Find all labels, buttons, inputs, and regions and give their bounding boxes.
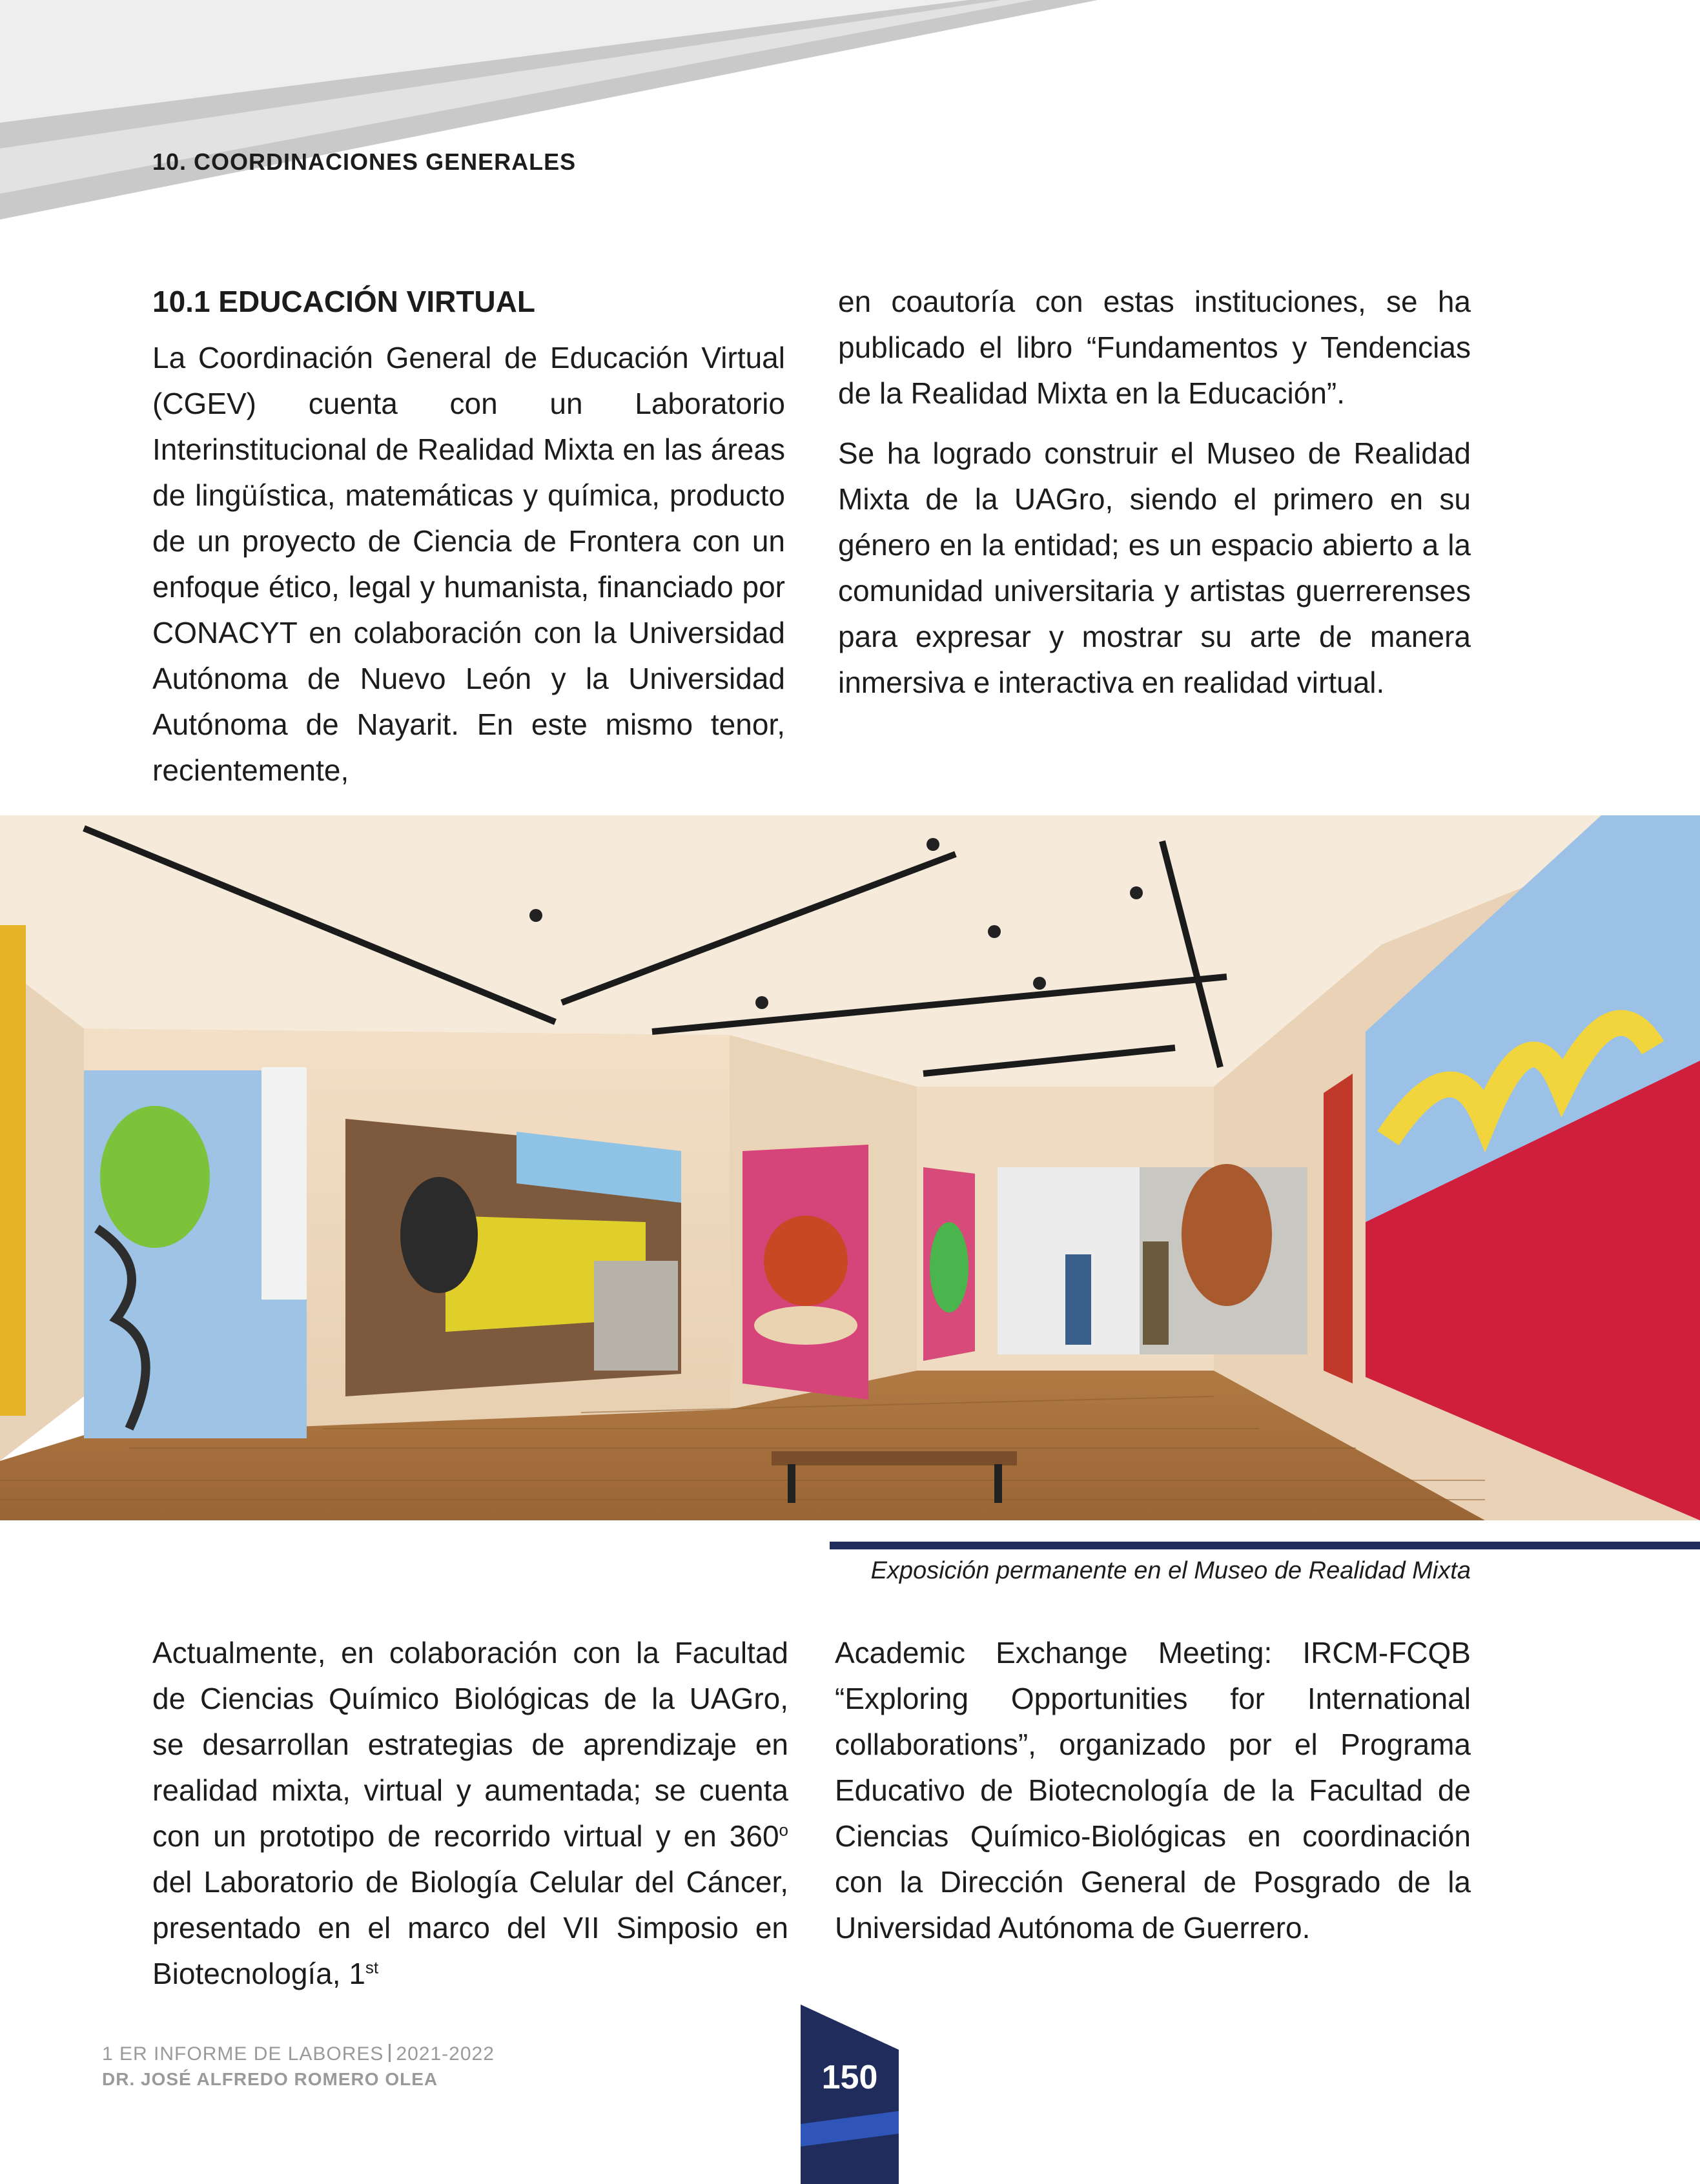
footer-separator [389, 2044, 391, 2062]
right-column-top [838, 279, 1471, 720]
figure-caption: Exposición permanente en el Museo de Realidad Mixta [870, 1557, 1471, 1584]
gallery-photo [0, 815, 1700, 1520]
ordinal-mark: st [365, 1957, 379, 1977]
header-decoration [0, 0, 1700, 232]
paragraph-cgev: La Coordinación General de Educación Virtual (CGEV) cuenta con un Laboratorio Interinstitucional de Realidad Mixta en las áreas de lingüística, matemáticas y química, producto de un proyecto de Ciencia de Frontera con un enfoque ético, legal y humanista, financiado por CONACYT en colaboración con la Universidad Autónoma de Nuevo León y la Universidad Autónoma de Nayarit. En este mismo tenor, recientemente, [152, 341, 785, 787]
paragraph-fcqb-tail: del Laboratorio de Biología Celular del Cáncer, presentado en el marco del VII Simposio en Biotecnología, 1 [152, 1865, 788, 1990]
section-header: 10. COORDINACIONES GENERALES [152, 148, 577, 175]
subsection-heading: 10.1 EDUCACIÓN VIRTUAL [152, 285, 535, 318]
paragraph-fcqb [152, 1630, 788, 1997]
left-column-top [152, 279, 785, 808]
paragraph-exchange: Academic Exchange Meeting: IRCM-FCQB “Exploring Opportunities for International collaborations”, organizado por el Programa Educativo de Biotecnología de la Facultad de Ciencias Químico-Biológicas en coordinación con la Dirección General de Posgrado de la Universidad Autónoma de Guerrero. [835, 1636, 1471, 1944]
caption-bar [830, 1542, 1700, 1549]
footer-author: DR. JOSÉ ALFREDO ROMERO OLEA [102, 2069, 438, 2089]
footer-report-title: 1 ER INFORME DE LABORES [102, 2043, 384, 2065]
degree-mark: o [779, 1820, 788, 1840]
footer-years: 2021-2022 [396, 2043, 495, 2065]
paragraph-fcqb-main: Actualmente, en colaboración con la Facultad de Ciencias Químico Biológicas de la UAGro, se desarrollan estrategias de aprendizaje en realidad mixta, virtual y aumentada; se cuenta con un prototipo de recorrido virtual y en 360 [152, 1636, 788, 1853]
right-column-bottom [835, 1630, 1471, 1965]
paragraph-museo: Se ha logrado construir el Museo de Realidad Mixta de la UAGro, siendo el primero en su género en la entidad; es un espacio abierto a la comunidad universitaria y artistas guerrerenses para expresar y mostrar su arte de manera inmersiva e interactiva en realidad virtual. [838, 436, 1471, 699]
page-number: 150 [821, 2059, 878, 2096]
paragraph-libro: en coautoría con estas instituciones, se ha publicado el libro “Fundamentos y Tendencias de la Realidad Mixta en la Educación”. [838, 285, 1471, 410]
left-column-bottom [152, 1630, 788, 2011]
footer-report [102, 2043, 495, 2065]
